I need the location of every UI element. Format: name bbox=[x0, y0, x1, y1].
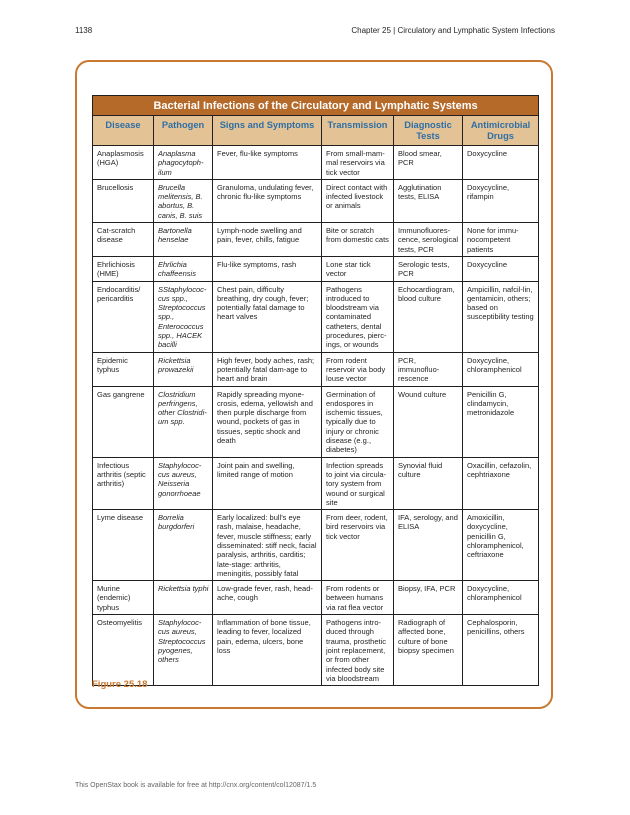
drugs-cell: Doxycycline, rifampin bbox=[463, 179, 539, 222]
table-header-row bbox=[93, 116, 539, 146]
pathogen-cell: Clostridium perfringens, other Clostridi-um spp. bbox=[154, 386, 213, 457]
transmission-cell: Bite or scratch from domestic cats bbox=[322, 223, 394, 257]
figure-caption: Figure 25.18 bbox=[92, 679, 148, 690]
pathogen-cell: Rickettsia prowazekii bbox=[154, 352, 213, 386]
transmission-cell: From small-mam-mal reservoirs via tick vector bbox=[322, 146, 394, 180]
transmission-cell: From deer, rodent, bird reservoirs via tick vector bbox=[322, 510, 394, 581]
infections-table bbox=[92, 95, 539, 686]
pathogen-cell: Anaplasma phagocytoph-ilum bbox=[154, 146, 213, 180]
drugs-cell: Doxycycline, chloramphenicol bbox=[463, 581, 539, 615]
column-header: Antimicrobial Drugs bbox=[463, 116, 539, 146]
disease-cell: Infectious arthritis (septic arthritis) bbox=[93, 457, 154, 509]
diagnostic-cell: Radiograph of affected bone, culture of bone biopsy specimen bbox=[394, 615, 463, 686]
disease-cell: Gas gangrene bbox=[93, 386, 154, 457]
signs-cell: Inflammation of bone tissue, leading to fever, localized pain, edema, ulcers, bone loss bbox=[213, 615, 322, 686]
drugs-cell: Oxacillin, cefazolin, cephtriaxone bbox=[463, 457, 539, 509]
column-header: Transmission bbox=[322, 116, 394, 146]
disease-cell: Lyme disease bbox=[93, 510, 154, 581]
pathogen-cell: Ehrlichia chaffeensis bbox=[154, 256, 213, 281]
drugs-cell: None for immu-nocompetent patients bbox=[463, 223, 539, 257]
diagnostic-cell: PCR, immunofluo-rescence bbox=[394, 352, 463, 386]
table-row bbox=[93, 615, 539, 686]
table-row bbox=[93, 281, 539, 352]
transmission-cell: Pathogens introduced to bloodstream via contaminated catheters, dental procedures, pierc-ings, or wounds bbox=[322, 281, 394, 352]
drugs-cell: Doxycycline bbox=[463, 146, 539, 180]
page-footer: This OpenStax book is available for free at http://cnx.org/content/col12087/1.5 bbox=[75, 782, 317, 789]
signs-cell: Granuloma, undulating fever, chronic flu-like symptoms bbox=[213, 179, 322, 222]
table-body bbox=[93, 146, 539, 686]
signs-cell: High fever, body aches, rash; potentially fatal dam-age to heart and brain bbox=[213, 352, 322, 386]
column-header: Diagnostic Tests bbox=[394, 116, 463, 146]
signs-cell: Joint pain and swelling, limited range of motion bbox=[213, 457, 322, 509]
diagnostic-cell: Agglutination tests, ELISA bbox=[394, 179, 463, 222]
table-row bbox=[93, 179, 539, 222]
pathogen-cell: Staphylococ-cus aureus, Streptococcus pyogenes, others bbox=[154, 615, 213, 686]
disease-cell: Endocarditis/ pericarditis bbox=[93, 281, 154, 352]
transmission-cell: Pathogens intro-duced through trauma, prosthetic joint replacement, or from other infected body site via bloodstream bbox=[322, 615, 394, 686]
pathogen-cell: Brucella melitensis, B. abortus, B. canis, B. suis bbox=[154, 179, 213, 222]
diagnostic-cell: IFA, serology, and ELISA bbox=[394, 510, 463, 581]
page-number: 1138 bbox=[75, 26, 93, 35]
transmission-cell: Lone star tick vector bbox=[322, 256, 394, 281]
chapter-title: Chapter 25 | Circulatory and Lymphatic System Infections bbox=[351, 26, 555, 35]
table-row bbox=[93, 457, 539, 509]
drugs-cell: Cephalosporin, penicillins, others bbox=[463, 615, 539, 686]
disease-cell: Cat-scratch disease bbox=[93, 223, 154, 257]
diagnostic-cell: Immunofluores-cence, serological tests, PCR bbox=[394, 223, 463, 257]
diagnostic-cell: Echocardiogram, blood culture bbox=[394, 281, 463, 352]
pathogen-cell: Staphylococ-cus aureus, Neisseria gonorrhoeae bbox=[154, 457, 213, 509]
signs-cell: Early localized: bull's eye rash, malaise, headache, fever, muscle stiffness; early disseminated: stiff neck, facial paralysis, arthritis, carditis; late-stage: arthritis, meningitis, possibly fatal bbox=[213, 510, 322, 581]
table-row bbox=[93, 352, 539, 386]
diagnostic-cell: Blood smear, PCR bbox=[394, 146, 463, 180]
disease-cell: Brucellosis bbox=[93, 179, 154, 222]
column-header: Disease bbox=[93, 116, 154, 146]
table-row bbox=[93, 510, 539, 581]
diagnostic-cell: Synovial fluid culture bbox=[394, 457, 463, 509]
transmission-cell: Direct contact with infected livestock or animals bbox=[322, 179, 394, 222]
drugs-cell: Penicillin G, clindamycin, metronidazole bbox=[463, 386, 539, 457]
signs-cell: Rapidly spreading myone-crosis, edema, yellowish and then purple discharge from wound, pockets of gas in tissues, septic shock and death bbox=[213, 386, 322, 457]
table-title: Bacterial Infections of the Circulatory and Lymphatic Systems bbox=[93, 96, 539, 116]
transmission-cell: From rodents or between humans via rat flea vector bbox=[322, 581, 394, 615]
table-row bbox=[93, 146, 539, 180]
pathogen-cell: SStaphylococ-cus spp., Streptococcus spp., Enterococcus spp., HACEK bacilli bbox=[154, 281, 213, 352]
table-row bbox=[93, 581, 539, 615]
disease-cell: Epidemic typhus bbox=[93, 352, 154, 386]
disease-cell: Ehrlichiosis (HME) bbox=[93, 256, 154, 281]
pathogen-cell: Bartonella henselae bbox=[154, 223, 213, 257]
pathogen-cell: Rickettsia typhi bbox=[154, 581, 213, 615]
signs-cell: Chest pain, difficulty breathing, dry cough, fever; potentially fatal damage to heart valves bbox=[213, 281, 322, 352]
table-row bbox=[93, 386, 539, 457]
pathogen-cell: Borrelia burgdorferi bbox=[154, 510, 213, 581]
diagnostic-cell: Biopsy, IFA, PCR bbox=[394, 581, 463, 615]
infections-table-container bbox=[92, 95, 538, 686]
table-row bbox=[93, 223, 539, 257]
diagnostic-cell: Wound culture bbox=[394, 386, 463, 457]
drugs-cell: Doxycycline bbox=[463, 256, 539, 281]
signs-cell: Flu-like symptoms, rash bbox=[213, 256, 322, 281]
signs-cell: Lymph-node swelling and pain, fever, chills, fatigue bbox=[213, 223, 322, 257]
signs-cell: Fever, flu-like symptoms bbox=[213, 146, 322, 180]
transmission-cell: Germination of endospores in ischemic tissues, typically due to injury or chronic disease (e.g., diabetes) bbox=[322, 386, 394, 457]
transmission-cell: From rodent reservoir via body louse vector bbox=[322, 352, 394, 386]
disease-cell: Murine (endemic) typhus bbox=[93, 581, 154, 615]
drugs-cell: Doxycycline, chloramphenicol bbox=[463, 352, 539, 386]
transmission-cell: Infection spreads to joint via circula-tory system from wound or surgical site bbox=[322, 457, 394, 509]
diagnostic-cell: Serologic tests, PCR bbox=[394, 256, 463, 281]
column-header: Pathogen bbox=[154, 116, 213, 146]
disease-cell: Anaplasmosis (HGA) bbox=[93, 146, 154, 180]
drugs-cell: Amoxicillin, doxycycline, penicillin G, chloramphenicol, ceftriaxone bbox=[463, 510, 539, 581]
column-header: Signs and Symptoms bbox=[213, 116, 322, 146]
table-row bbox=[93, 256, 539, 281]
signs-cell: Low-grade fever, rash, head-ache, cough bbox=[213, 581, 322, 615]
disease-cell: Osteomyelitis bbox=[93, 615, 154, 686]
drugs-cell: Ampicillin, nafcil-lin, gentamicin, others; based on susceptibility testing bbox=[463, 281, 539, 352]
